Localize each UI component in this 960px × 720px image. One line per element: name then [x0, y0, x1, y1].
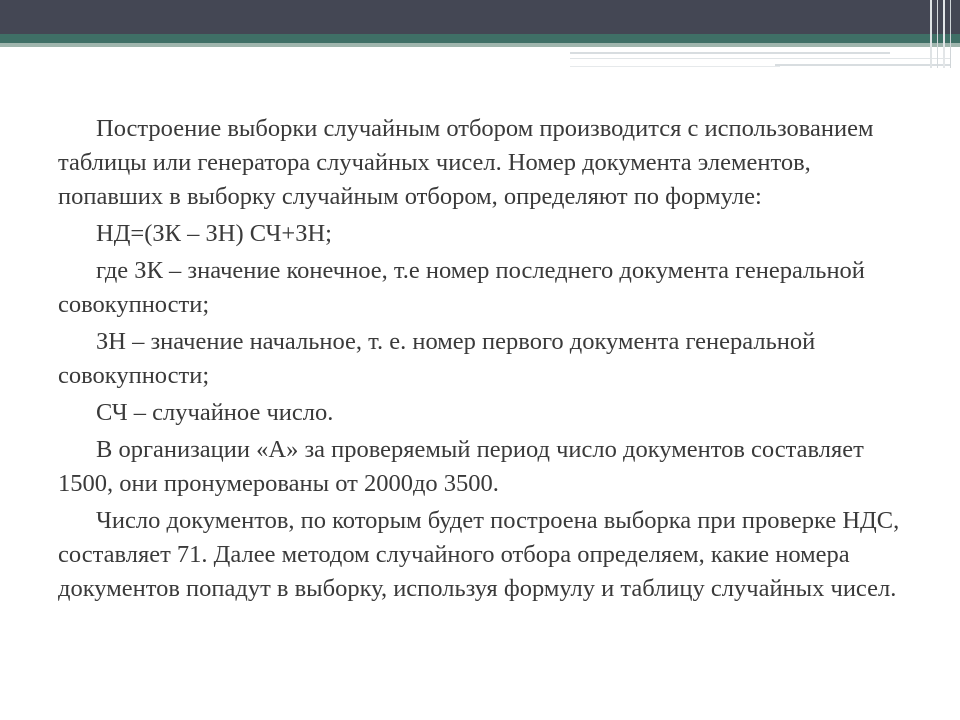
decorative-vertical-line [930, 0, 932, 68]
decorative-line [570, 52, 890, 54]
slide-body-text [58, 112, 908, 609]
paragraph-intro: Построение выборки случайным отбором производится с использованием таблицы или генератора случайных чисел. Номер документа элементов, попавших в выборку случайным отбором, определяют по формуле: [58, 115, 874, 210]
slide-header-stripe-light [0, 43, 960, 47]
paragraph-zk-definition: где ЗК – значение конечное, т.е номер последнего документа генеральной совокупности; [58, 257, 865, 318]
slide-header-stripe [0, 34, 960, 43]
paragraph-sample-size: Число документов, по которым будет построена выборка при проверке НДС, составляет 71. Далее методом случайного отбора определяем, какие номера документов попадут в выборку, используя формулу и таблицу случайных чисел. [58, 507, 900, 602]
decorative-vertical-line [950, 0, 951, 68]
paragraph-example: В организации «А» за проверяемый период число документов составляет 1500, они пронумерованы от 2000до 3500. [58, 436, 864, 497]
paragraph-sch-definition: СЧ – случайное число. [96, 399, 334, 426]
decorative-vertical-line [937, 0, 938, 68]
decorative-vertical-line [943, 0, 945, 68]
paragraph-zn-definition: ЗН – значение начальное, т. е. номер первого документа генеральной совокупности; [58, 328, 816, 389]
slide-header-bar [0, 0, 960, 34]
decorative-line [570, 66, 780, 67]
paragraph-formula: НД=(ЗК – ЗН) СЧ+ЗН; [96, 220, 332, 247]
decorative-line [775, 64, 950, 66]
decorative-line [570, 58, 950, 59]
